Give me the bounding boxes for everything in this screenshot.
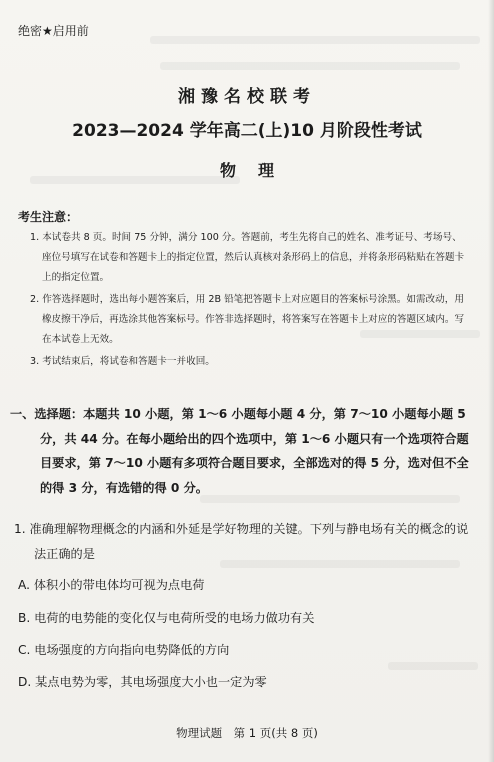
subject-title: 物理 [219, 161, 296, 180]
notice-heading: 考生注意： [18, 210, 79, 224]
question-stem: 1. 准确理解物理概念的内涵和外延是学好物理的关键。下列与静电场有关的概念的说法正确的是 [14, 522, 469, 561]
bleed-through-mark [160, 62, 460, 70]
page-footer: 物理试题 第 1 页(共 8 页) [176, 726, 318, 740]
notice-item: 2. 作答选择题时，选出每小题答案后，用 2B 铅笔把答题卡上对应题目的答案标号涂黑。如需改动，用橡皮擦干净后，再选涂其他答案标号。作答非选择题时，将答案写在答题卡上对应的答题区域内。写在本试卷上无效。 [30, 294, 465, 345]
notice-item: 3. 考试结束后，将试卷和答题卡一并收回。 [30, 356, 215, 367]
option-d: D. 某点电势为零，其电场强度大小也一定为零 [18, 675, 267, 689]
exam-title: 湘豫名校联考 [178, 87, 316, 107]
confidential-label: 绝密★启用前 [18, 24, 89, 38]
bleed-through-mark [150, 36, 480, 44]
notice-item: 1. 本试卷共 8 页。时间 75 分钟，满分 100 分。答题前，考生先将自己的姓名、准考证号、考场号、座位号填写在试卷和答题卡上的指定位置，然后认真核对条形码上的信息，并将条形码粘贴在答题卡上的指定位置。 [30, 232, 465, 283]
page-edge-shadow [488, 0, 494, 762]
option-a: A. 体积小的带电体均可视为点电荷 [18, 578, 205, 592]
option-b: B. 电荷的电势能的变化仅与电荷所受的电场力做功有关 [18, 611, 315, 625]
bleed-through-mark [388, 662, 478, 670]
section-instructions: 一、选择题：本题共 10 小题，第 1～6 小题每小题 4 分，第 7～10 小题每小题 5 分，共 44 分。在每小题给出的四个选项中，第 1～6 小题只有一个选项符合题目要求，第 7～10 小题有多项符合题目要求，全部选对的得 5 分，选对但不全的得 3 分，有选错的得 0 分。 [10, 407, 469, 495]
option-c: C. 电场强度的方向指向电势降低的方向 [18, 643, 230, 657]
exam-name: 2023—2024 学年高二(上)10 月阶段性考试 [72, 121, 422, 141]
